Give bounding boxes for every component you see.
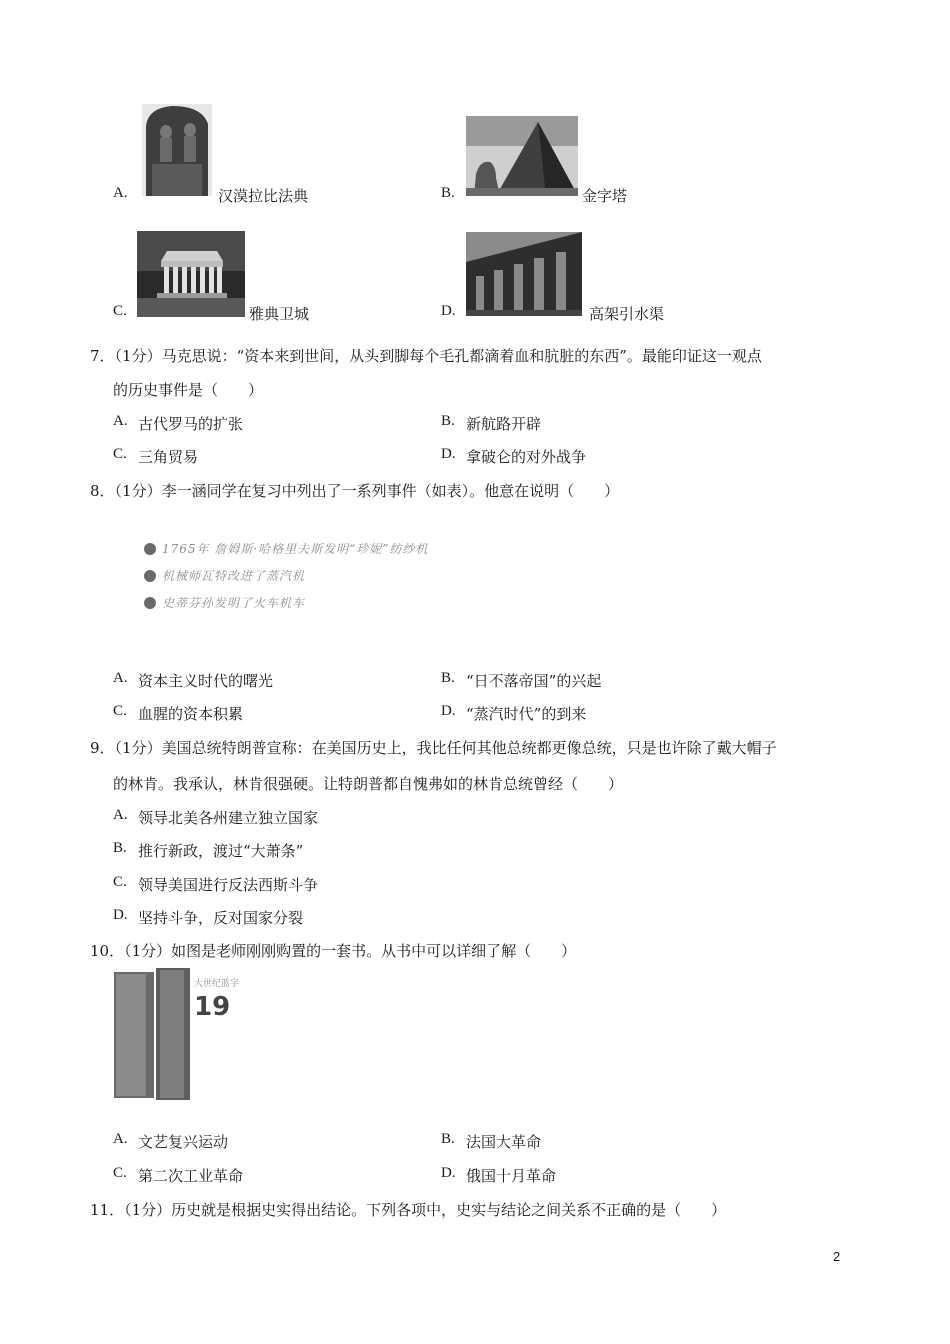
q9-stem-line1: 9．（1分）美国总统特朗普宣称：在美国历史上，我比任何其他总统都更像总统，只是也许除了戴大帽子 bbox=[90, 739, 777, 757]
q6-option-d-text: 高架引水渠 bbox=[589, 305, 665, 323]
q6-option-a-letter: A. bbox=[113, 185, 128, 201]
q6-option-b-text: 金字塔 bbox=[582, 187, 628, 205]
book-caption: 大世纪蓝字 bbox=[194, 979, 240, 989]
q9-option-a-text: 领导北美各州建立独立国家 bbox=[138, 809, 319, 827]
q8-option-d-text: “蒸汽时代”的到来 bbox=[466, 705, 587, 723]
pyramid-image bbox=[466, 116, 578, 196]
q8-stem-line1: 8．（1分）李一涵同学在复习中列出了一系列事件（如表）。他意在说明（ ） bbox=[90, 482, 620, 500]
table-row: 1765年 詹姆斯·哈格里夫斯发明“珍妮”纺纱机 bbox=[144, 540, 428, 557]
q9-option-a-letter: A. bbox=[113, 807, 128, 823]
hammurabi-stele-image bbox=[142, 104, 212, 196]
q10-stem-line1: 10．（1分）如图是老师刚刚购置的一套书。从书中可以详细了解（ ） bbox=[90, 942, 577, 960]
q10-option-d-text: 俄国十月革命 bbox=[466, 1167, 557, 1185]
q11-stem-line1: 11．（1分）历史就是根据史实得出结论。下列各项中，史实与结论之间关系不正确的是（ ） bbox=[90, 1201, 727, 1219]
bullet-icon bbox=[144, 570, 156, 582]
q7-stem-line1: 7．（1分）马克思说：“资本来到世间，从头到脚每个毛孔都滴着血和肮脏的东西”。最能印证这一观点 bbox=[90, 347, 762, 365]
q8-event-table bbox=[140, 512, 510, 636]
q9-option-b-letter: B. bbox=[113, 840, 127, 856]
q7-option-a-letter: A. bbox=[113, 413, 128, 429]
q8-option-a-letter: A. bbox=[113, 670, 128, 686]
q10-option-b-letter: B. bbox=[441, 1131, 455, 1147]
q10-option-a-text: 文艺复兴运动 bbox=[138, 1133, 229, 1151]
aqueduct-image bbox=[466, 232, 582, 316]
q8-option-c-text: 血腥的资本积累 bbox=[138, 705, 244, 723]
q8-option-b-letter: B. bbox=[441, 670, 455, 686]
page-number: 2 bbox=[833, 1249, 841, 1264]
q10-option-c-text: 第二次工业革命 bbox=[138, 1167, 244, 1185]
q9-option-b-text: 推行新政，渡过“大萧条” bbox=[138, 842, 304, 860]
q10-option-c-letter: C. bbox=[113, 1165, 127, 1181]
bullet-icon bbox=[144, 597, 156, 609]
q7-option-b-letter: B. bbox=[441, 413, 455, 429]
acropolis-image bbox=[137, 231, 245, 317]
q6-option-d-letter: D. bbox=[441, 303, 456, 319]
q8-option-a-text: 资本主义时代的曙光 bbox=[138, 672, 274, 690]
q10-option-a-letter: A. bbox=[113, 1131, 128, 1147]
book-number: 19 bbox=[194, 992, 231, 1022]
q6-option-b-letter: B. bbox=[441, 185, 455, 201]
q8-option-b-text: “日不落帝国”的兴起 bbox=[466, 672, 602, 690]
q6-option-c-text: 雅典卫城 bbox=[249, 305, 310, 323]
q6-option-c-letter: C. bbox=[113, 303, 127, 319]
table-row: 史蒂芬孙发明了火车机车 bbox=[144, 594, 305, 611]
q7-option-b-text: 新航路开辟 bbox=[466, 415, 542, 433]
bullet-icon bbox=[144, 543, 156, 555]
q10-option-b-text: 法国大革命 bbox=[466, 1133, 542, 1151]
book-set-image bbox=[114, 968, 254, 1100]
q7-option-a-text: 古代罗马的扩张 bbox=[138, 415, 244, 433]
q7-stem-line2: 的历史事件是（ ） bbox=[113, 381, 264, 399]
q7-option-c-letter: C. bbox=[113, 446, 127, 462]
table-row: 机械师瓦特改进了蒸汽机 bbox=[144, 567, 305, 584]
q9-option-c-text: 领导美国进行反法西斯斗争 bbox=[138, 876, 319, 894]
q8-option-d-letter: D. bbox=[441, 703, 456, 719]
q9-stem-line2: 的林肯。我承认，林肯很强硬。让特朗普都自愧弗如的林肯总统曾经（ ） bbox=[113, 775, 624, 793]
q7-option-c-text: 三角贸易 bbox=[138, 448, 199, 466]
q9-option-d-text: 坚持斗争，反对国家分裂 bbox=[138, 909, 304, 927]
q7-option-d-text: 拿破仑的对外战争 bbox=[466, 448, 587, 466]
q7-option-d-letter: D. bbox=[441, 446, 456, 462]
q9-option-d-letter: D. bbox=[113, 907, 128, 923]
q8-option-c-letter: C. bbox=[113, 703, 127, 719]
q10-option-d-letter: D. bbox=[441, 1165, 456, 1181]
q6-option-a-text: 汉漠拉比法典 bbox=[218, 187, 309, 205]
q9-option-c-letter: C. bbox=[113, 874, 127, 890]
